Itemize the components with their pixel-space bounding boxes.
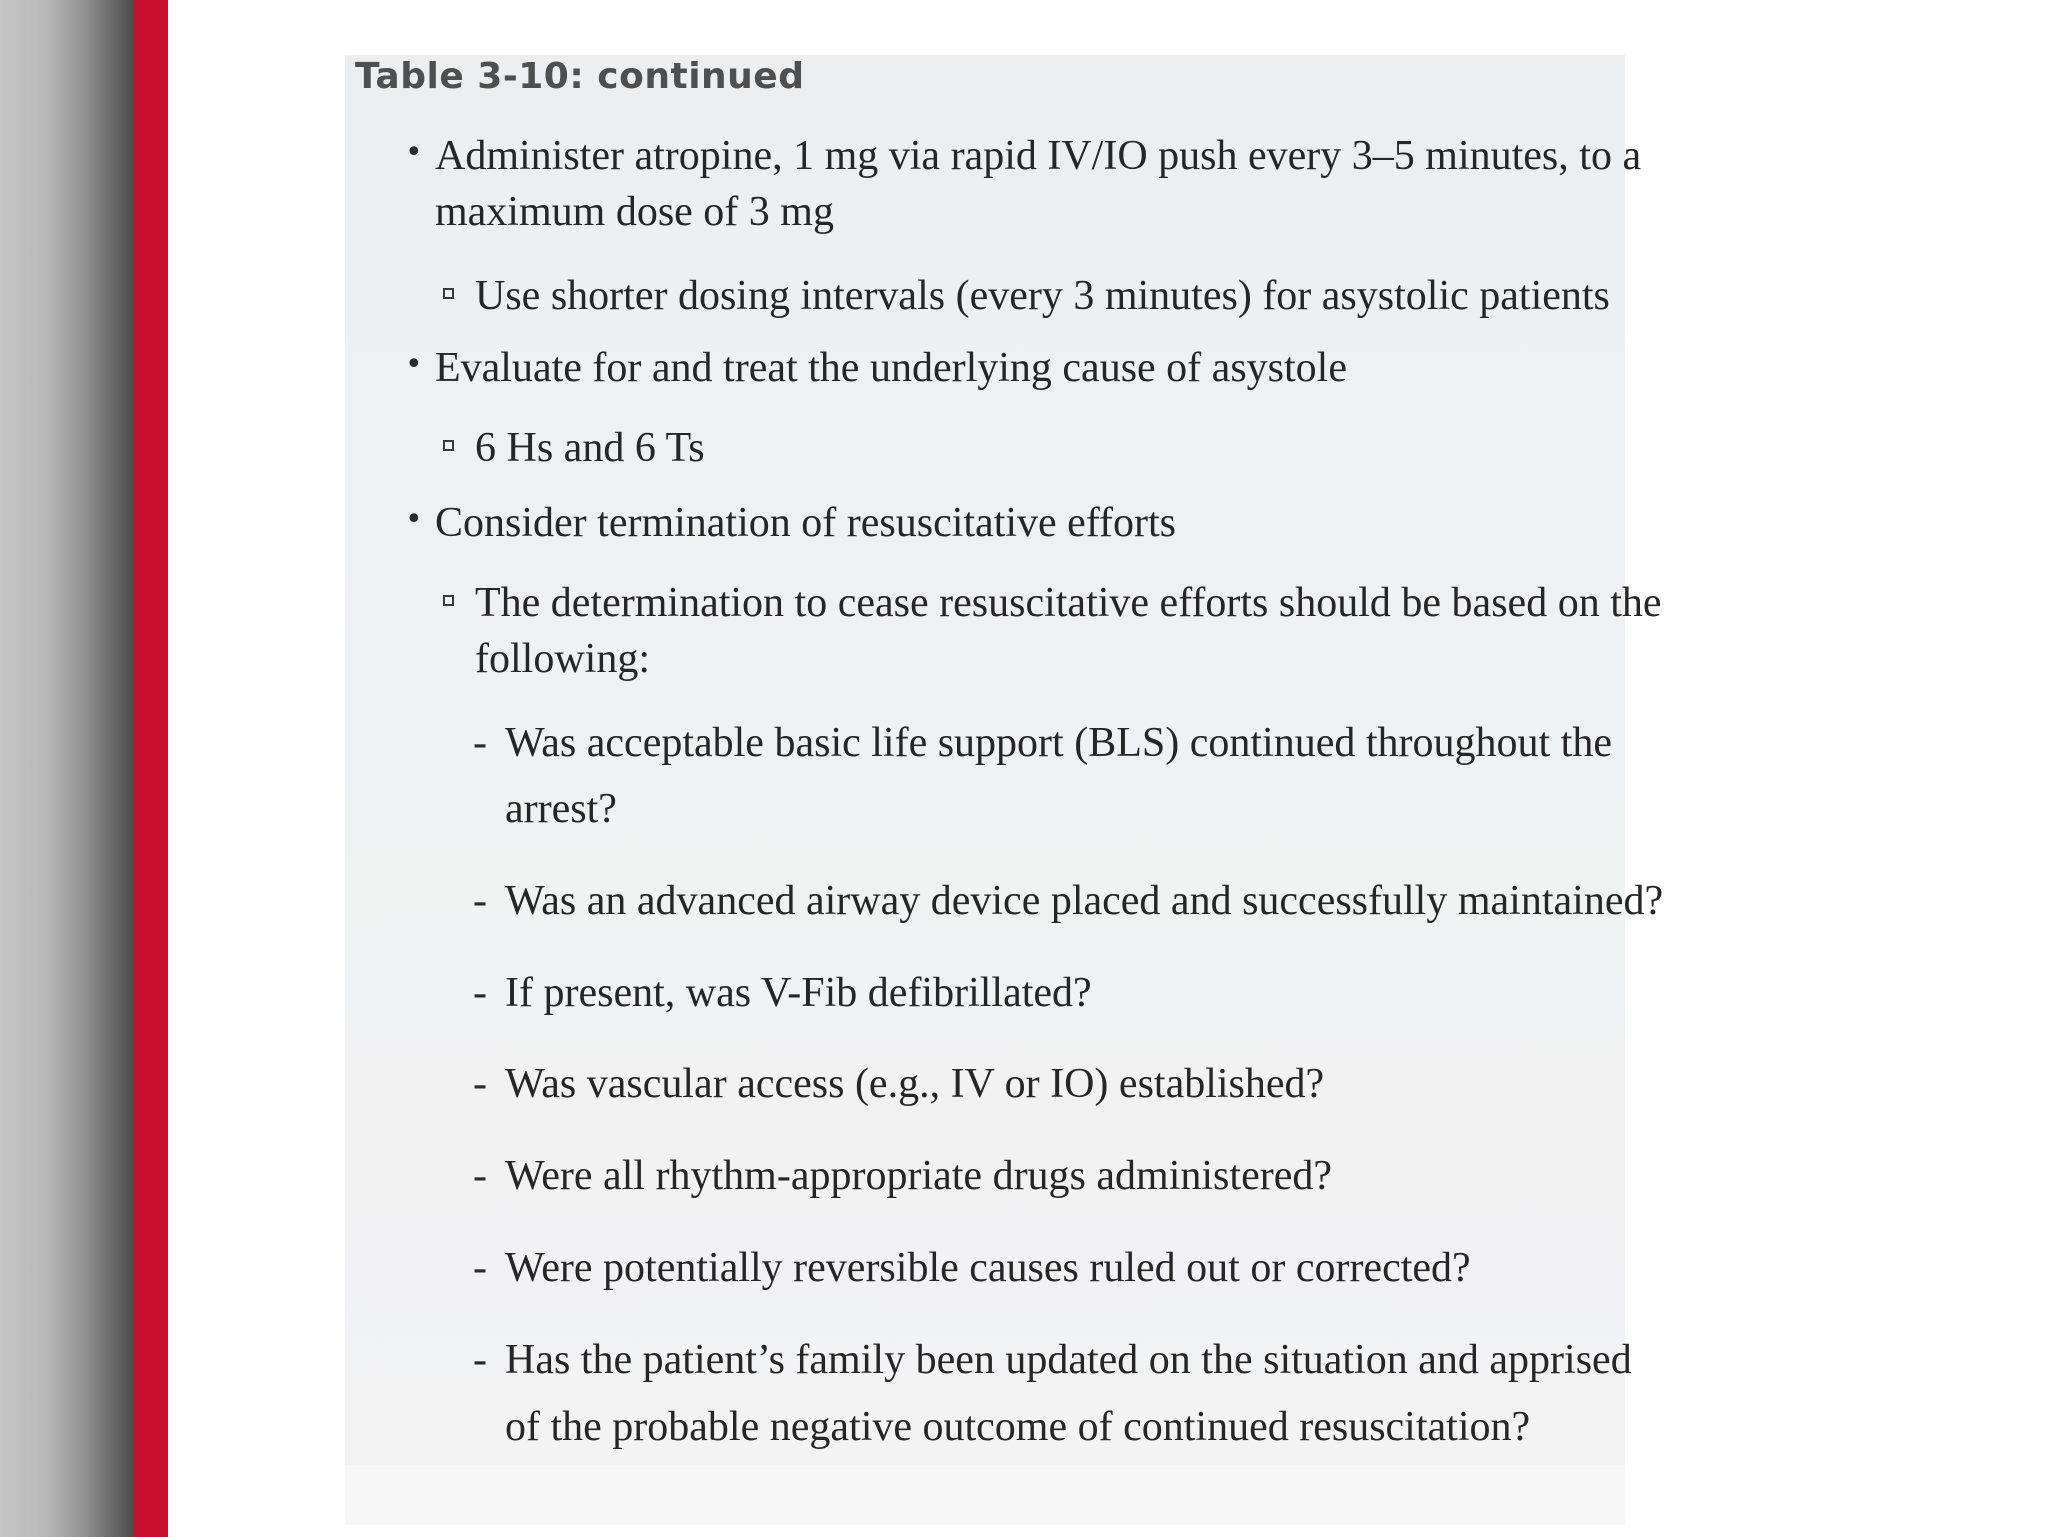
dash-marker: - [473, 970, 487, 1016]
square-bullet-icon [443, 595, 454, 606]
item-text-line: of the probable negative outcome of continued resuscitation? [505, 1404, 1531, 1450]
item-text-line: following: [475, 636, 650, 682]
square-bullet-icon [443, 288, 454, 299]
dash-marker: - [473, 1245, 487, 1291]
bullet-marker: • [405, 502, 423, 537]
item-text-line: Administer atropine, 1 mg via rapid IV/IO push every 3–5 minutes, to a [435, 133, 1642, 179]
item-text-line: Consider termination of resuscitative efforts [435, 500, 1177, 546]
left-red-stripe [134, 0, 168, 1537]
item-text-line: The determination to cease resuscitative efforts should be based on the [475, 580, 1662, 626]
item-text-line: Has the patient’s family been updated on the situation and apprised [505, 1337, 1632, 1383]
dash-marker: - [473, 1337, 487, 1383]
dash-marker: - [473, 720, 487, 766]
item-text-line: Was an advanced airway device placed and successfully maintained? [505, 878, 1664, 924]
dash-marker: - [473, 878, 487, 924]
left-gray-gradient-bar [0, 0, 134, 1537]
scanned-page-bottom [345, 1465, 1625, 1525]
bullet-marker: • [405, 135, 423, 170]
dash-marker: - [473, 1061, 487, 1107]
item-text-line: Evaluate for and treat the underlying cause of asystole [435, 345, 1347, 391]
dash-marker: - [473, 1153, 487, 1199]
item-text-line: Was acceptable basic life support (BLS) continued throughout the [505, 720, 1612, 766]
square-bullet-icon [443, 440, 454, 451]
item-text-line: arrest? [505, 786, 617, 832]
item-text-line: Were potentially reversible causes ruled out or corrected? [505, 1245, 1471, 1291]
item-text-line: Were all rhythm-appropriate drugs administered? [505, 1153, 1332, 1199]
bullet-marker: • [405, 347, 423, 382]
item-text-line: If present, was V-Fib defibrillated? [505, 970, 1092, 1016]
item-text-line: maximum dose of 3 mg [435, 189, 834, 235]
table-heading: Table 3-10: continued [355, 56, 805, 97]
item-text-line: 6 Hs and 6 Ts [475, 425, 705, 471]
item-text-line: Use shorter dosing intervals (every 3 minutes) for asystolic patients [475, 273, 1610, 319]
item-text-line: Was vascular access (e.g., IV or IO) established? [505, 1061, 1325, 1107]
